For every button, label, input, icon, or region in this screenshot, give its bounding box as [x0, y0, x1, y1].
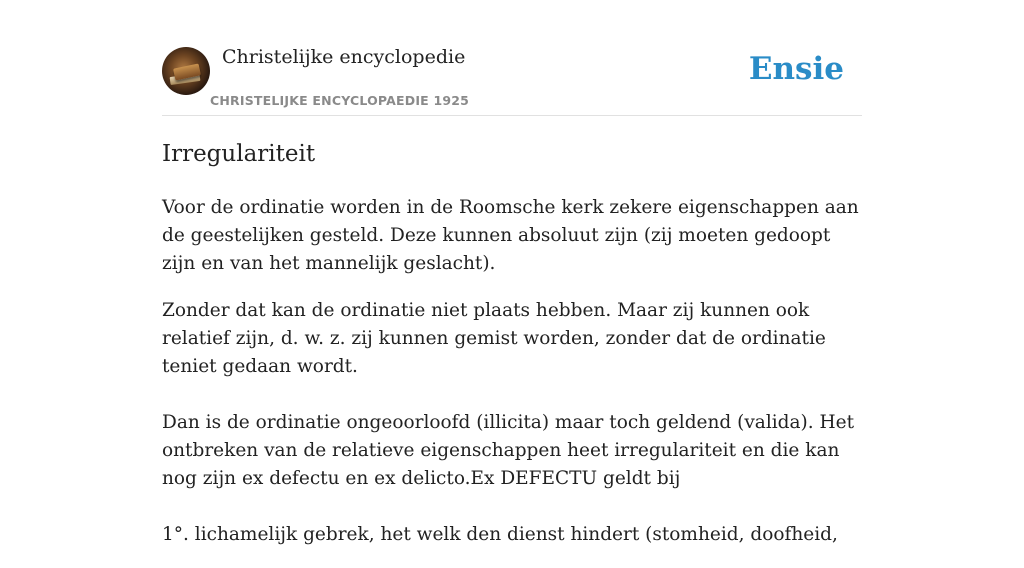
- site-subtitle[interactable]: CHRISTELIJKE ENCYCLOPAEDIE 1925: [210, 93, 470, 108]
- ensie-logo-link[interactable]: Ensie: [748, 51, 844, 87]
- article-title: Irregulariteit: [162, 141, 316, 167]
- article-content: [162, 138, 864, 568]
- site-header: [162, 40, 862, 116]
- site-title[interactable]: Christelijke encyclopedie: [222, 46, 466, 68]
- article-paragraph: Voor de ordinatie worden in de Roomsche kerk zekere eigenschappen aan de geestelijken gesteld. Deze kunnen absoluut zijn (zij moeten gedoopt zijn en van het mannelijk geslacht).: [162, 197, 859, 274]
- book-avatar-icon[interactable]: [162, 47, 210, 95]
- article-paragraph: Zonder dat kan de ordinatie niet plaats hebben. Maar zij kunnen ook relatief zijn, d. w. z. zij kunnen gemist worden, zonder dat de ordinatie teniet gedaan wordt. Dan is de ordinatie ongeoorloofd (illicita) maar toch geldend (valida). Het ontbreken van de relatieve eigenschappen heet irregulariteit en die kan nog zijn ex defectu en ex delicto.Ex DEFECTU geldt bij 1°. lichamelijk gebrek, het welk den dienst hindert (stomheid, doofheid,: [162, 300, 855, 545]
